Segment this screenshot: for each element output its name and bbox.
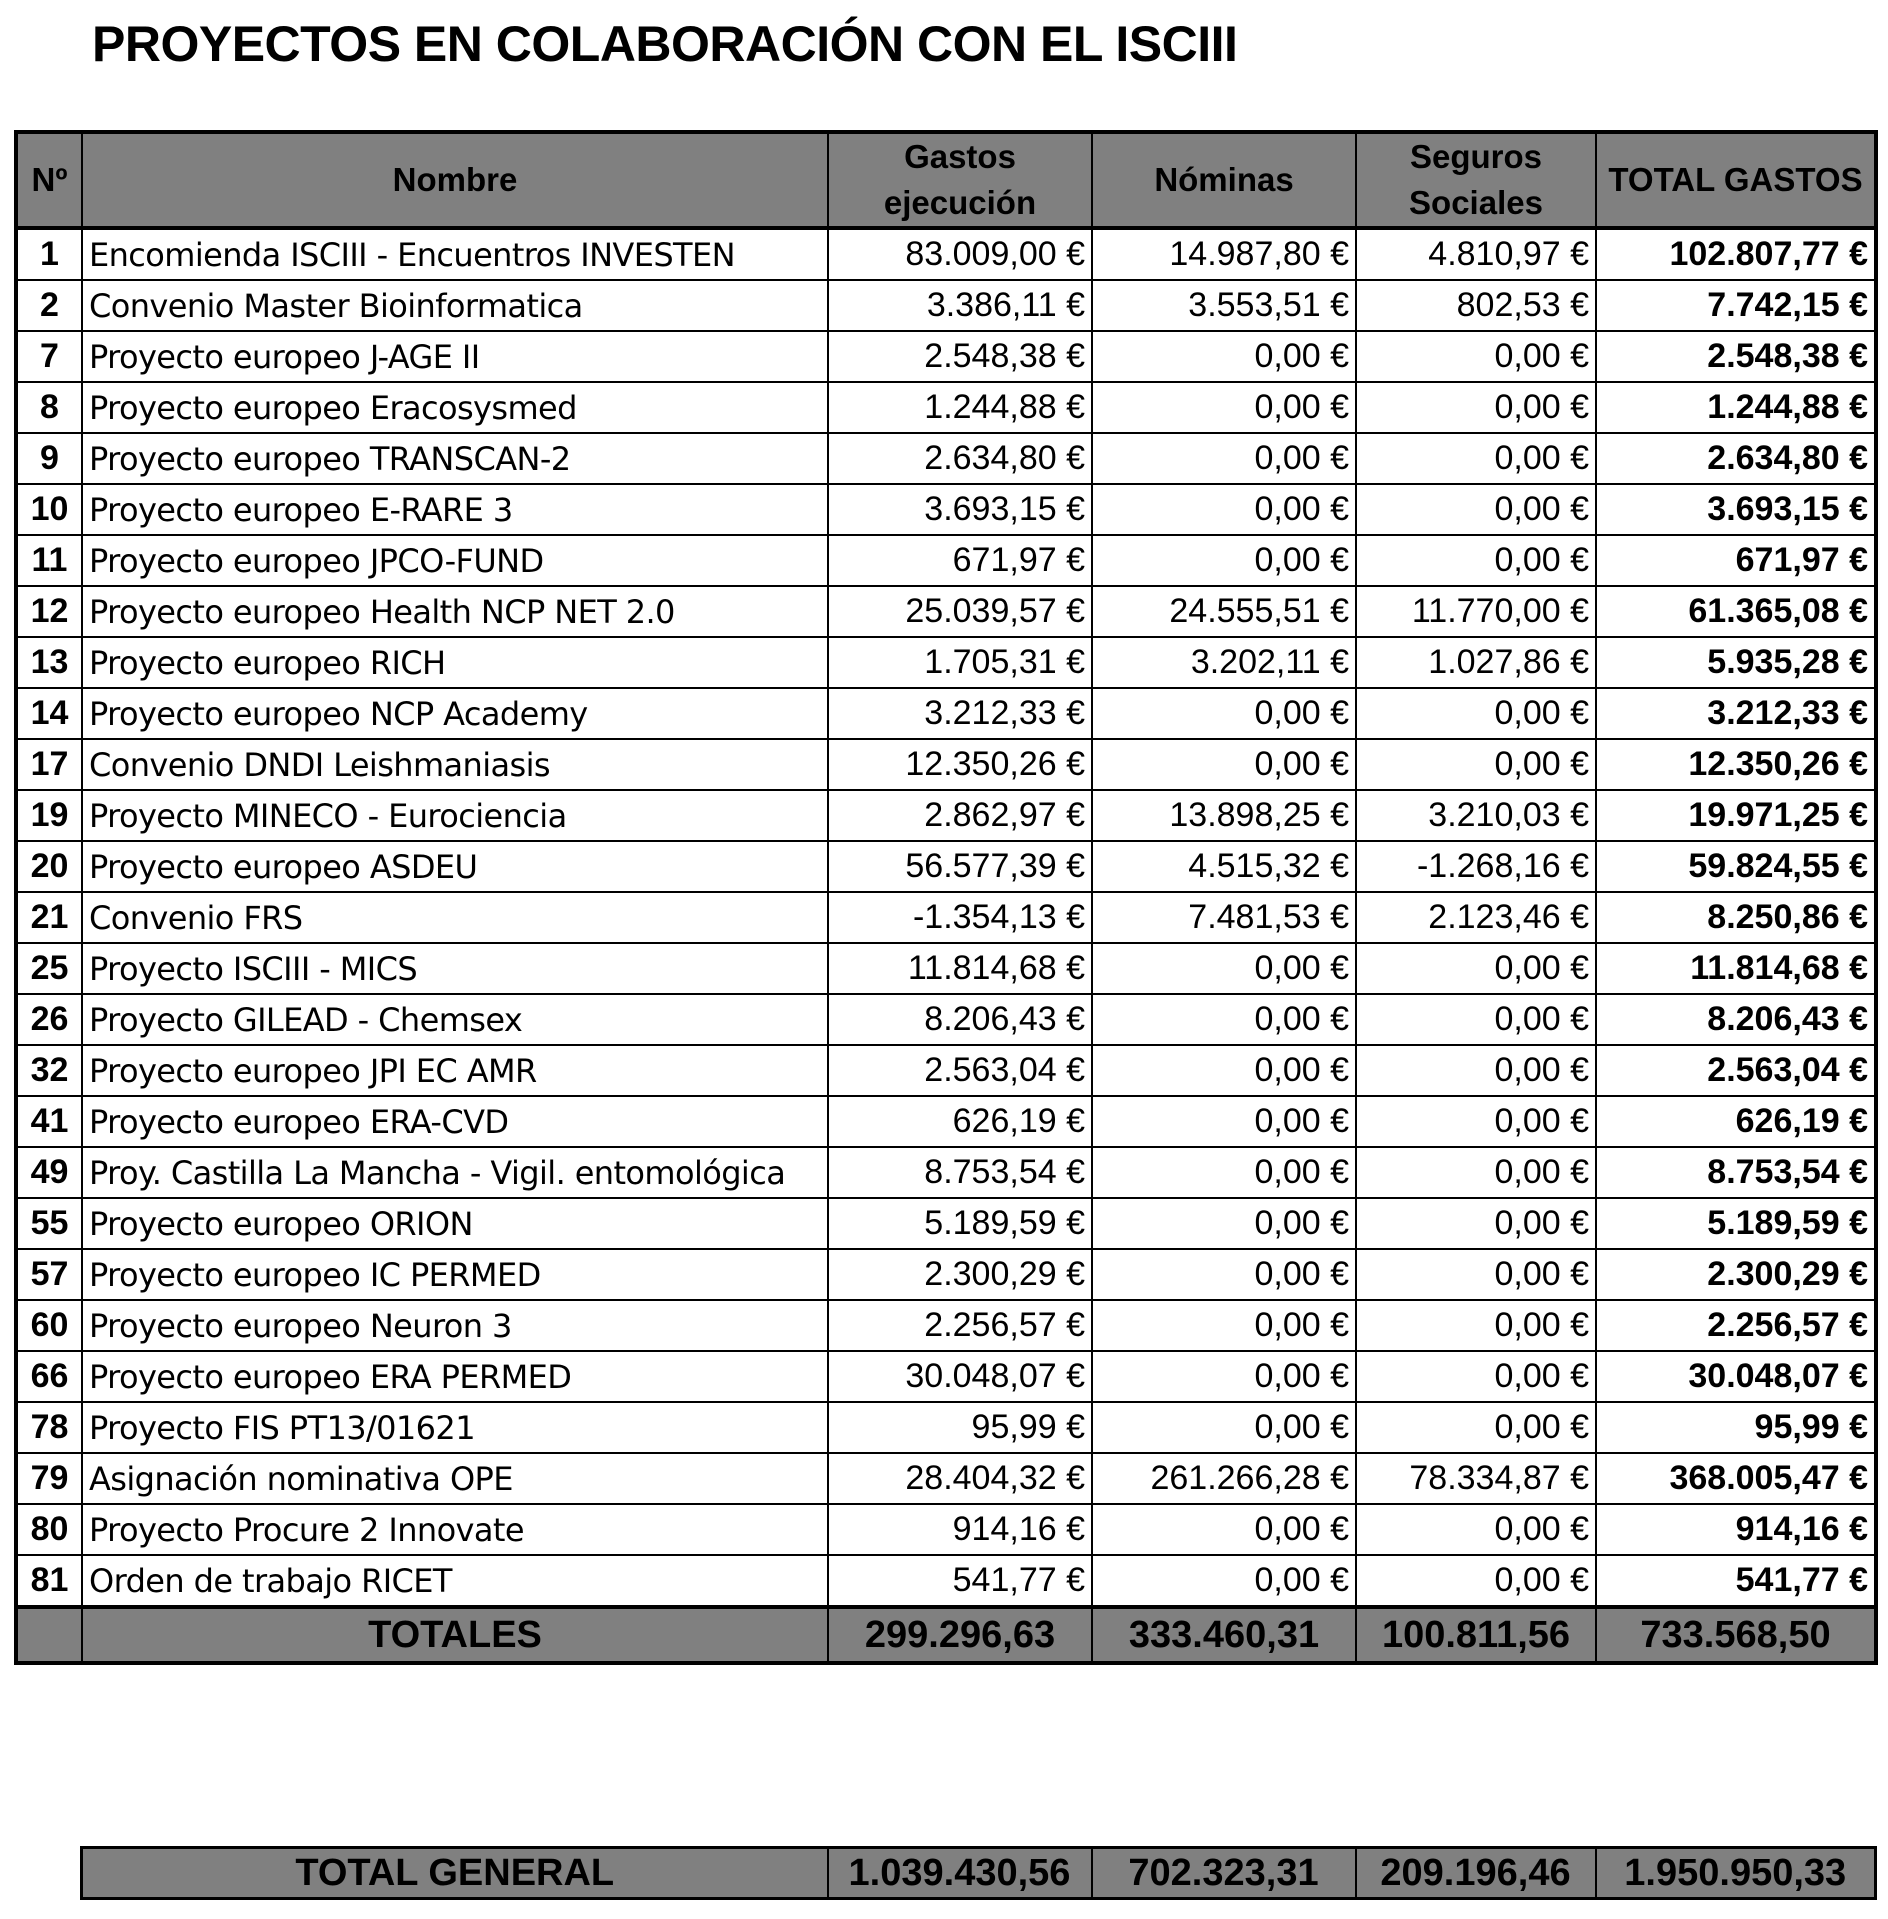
- row-name: Proyecto europeo ERA-CVD: [82, 1096, 828, 1147]
- row-total: 2.634,80 €: [1596, 433, 1876, 484]
- row-name: Proyecto europeo Neuron 3: [82, 1300, 828, 1351]
- row-seguros: 802,53 €: [1356, 280, 1596, 331]
- table-row: [16, 1504, 1876, 1555]
- row-gastos: -1.354,13 €: [828, 892, 1092, 943]
- row-gastos: 626,19 €: [828, 1096, 1092, 1147]
- row-seguros: 0,00 €: [1356, 1555, 1596, 1607]
- header-nominas: Nóminas: [1092, 132, 1356, 228]
- row-total: 8.206,43 €: [1596, 994, 1876, 1045]
- row-num: 1: [16, 228, 82, 280]
- row-num: 78: [16, 1402, 82, 1453]
- row-total: 3.693,15 €: [1596, 484, 1876, 535]
- row-total: 914,16 €: [1596, 1504, 1876, 1555]
- page-title: PROYECTOS EN COLABORACIÓN CON EL ISCIII: [92, 16, 1238, 72]
- header-num: Nº: [16, 132, 82, 228]
- row-gastos: 1.705,31 €: [828, 637, 1092, 688]
- row-num: 25: [16, 943, 82, 994]
- row-seguros: -1.268,16 €: [1356, 841, 1596, 892]
- table-row: [16, 637, 1876, 688]
- row-name: Proyecto europeo Eracosysmed: [82, 382, 828, 433]
- header-gastos: Gastos ejecución: [828, 132, 1092, 228]
- row-nominas: 3.553,51 €: [1092, 280, 1356, 331]
- row-gastos: 671,97 €: [828, 535, 1092, 586]
- row-num: 66: [16, 1351, 82, 1402]
- row-seguros: 0,00 €: [1356, 1504, 1596, 1555]
- table-row: [16, 688, 1876, 739]
- row-total: 30.048,07 €: [1596, 1351, 1876, 1402]
- row-name: Proyecto MINECO - Eurociencia: [82, 790, 828, 841]
- row-num: 11: [16, 535, 82, 586]
- row-seguros: 0,00 €: [1356, 1351, 1596, 1402]
- total-general-nominas: 702.323,31: [1092, 1848, 1356, 1899]
- table-row: [16, 943, 1876, 994]
- row-nominas: 0,00 €: [1092, 1402, 1356, 1453]
- row-seguros: 0,00 €: [1356, 382, 1596, 433]
- row-gastos: 3.693,15 €: [828, 484, 1092, 535]
- row-name: Proyecto FIS PT13/01621: [82, 1402, 828, 1453]
- row-gastos: 2.548,38 €: [828, 331, 1092, 382]
- row-total: 8.250,86 €: [1596, 892, 1876, 943]
- row-seguros: 0,00 €: [1356, 331, 1596, 382]
- total-general-table: [80, 1846, 1877, 1900]
- row-total: 3.212,33 €: [1596, 688, 1876, 739]
- row-seguros: 0,00 €: [1356, 535, 1596, 586]
- row-num: 57: [16, 1249, 82, 1300]
- table-row: [16, 1198, 1876, 1249]
- row-nominas: 7.481,53 €: [1092, 892, 1356, 943]
- table-row: [16, 1351, 1876, 1402]
- row-name: Proyecto europeo E-RARE 3: [82, 484, 828, 535]
- total-general-seguros: 209.196,46: [1356, 1848, 1596, 1899]
- row-seguros: 1.027,86 €: [1356, 637, 1596, 688]
- row-total: 102.807,77 €: [1596, 228, 1876, 280]
- row-seguros: 3.210,03 €: [1356, 790, 1596, 841]
- row-name: Proyecto europeo ERA PERMED: [82, 1351, 828, 1402]
- row-gastos: 3.212,33 €: [828, 688, 1092, 739]
- totals-seguros: 100.811,56: [1356, 1607, 1596, 1663]
- row-name: Encomienda ISCIII - Encuentros INVESTEN: [82, 228, 828, 280]
- row-nominas: 0,00 €: [1092, 739, 1356, 790]
- row-name: Proyecto europeo NCP Academy: [82, 688, 828, 739]
- projects-table: [14, 130, 1878, 1665]
- header-name: Nombre: [82, 132, 828, 228]
- row-seguros: 4.810,97 €: [1356, 228, 1596, 280]
- row-total: 19.971,25 €: [1596, 790, 1876, 841]
- table-row: [16, 1300, 1876, 1351]
- table-row: [16, 994, 1876, 1045]
- row-num: 32: [16, 1045, 82, 1096]
- header-row: [16, 132, 1876, 228]
- totals-empty-cell: [16, 1607, 82, 1663]
- row-gastos: 3.386,11 €: [828, 280, 1092, 331]
- row-nominas: 0,00 €: [1092, 1504, 1356, 1555]
- totals-label: TOTALES: [82, 1607, 828, 1663]
- total-general-total: 1.950.950,33: [1596, 1848, 1876, 1899]
- table-row: [16, 1555, 1876, 1607]
- row-nominas: 0,00 €: [1092, 1555, 1356, 1607]
- row-num: 49: [16, 1147, 82, 1198]
- row-gastos: 25.039,57 €: [828, 586, 1092, 637]
- row-gastos: 541,77 €: [828, 1555, 1092, 1607]
- row-total: 5.189,59 €: [1596, 1198, 1876, 1249]
- row-nominas: 261.266,28 €: [1092, 1453, 1356, 1504]
- row-total: 95,99 €: [1596, 1402, 1876, 1453]
- row-total: 8.753,54 €: [1596, 1147, 1876, 1198]
- row-total: 59.824,55 €: [1596, 841, 1876, 892]
- row-seguros: 0,00 €: [1356, 1402, 1596, 1453]
- row-num: 21: [16, 892, 82, 943]
- row-gastos: 95,99 €: [828, 1402, 1092, 1453]
- total-general-label: TOTAL GENERAL: [82, 1848, 828, 1899]
- totals-gastos: 299.296,63: [828, 1607, 1092, 1663]
- row-gastos: 2.300,29 €: [828, 1249, 1092, 1300]
- row-nominas: 0,00 €: [1092, 1147, 1356, 1198]
- table-row: [16, 892, 1876, 943]
- row-name: Convenio FRS: [82, 892, 828, 943]
- row-num: 8: [16, 382, 82, 433]
- row-name: Proyecto europeo ORION: [82, 1198, 828, 1249]
- table-row: [16, 382, 1876, 433]
- row-name: Proyecto europeo JPCO-FUND: [82, 535, 828, 586]
- totals-row: [16, 1607, 1876, 1663]
- row-name: Convenio Master Bioinformatica: [82, 280, 828, 331]
- row-total: 2.256,57 €: [1596, 1300, 1876, 1351]
- row-num: 80: [16, 1504, 82, 1555]
- header-total: TOTAL GASTOS: [1596, 132, 1876, 228]
- table-row: [16, 331, 1876, 382]
- row-seguros: 0,00 €: [1356, 688, 1596, 739]
- row-gastos: 2.256,57 €: [828, 1300, 1092, 1351]
- row-num: 7: [16, 331, 82, 382]
- row-seguros: 0,00 €: [1356, 1198, 1596, 1249]
- row-seguros: 0,00 €: [1356, 433, 1596, 484]
- row-seguros: 0,00 €: [1356, 484, 1596, 535]
- row-total: 671,97 €: [1596, 535, 1876, 586]
- row-nominas: 0,00 €: [1092, 688, 1356, 739]
- row-total: 5.935,28 €: [1596, 637, 1876, 688]
- row-num: 19: [16, 790, 82, 841]
- row-nominas: 0,00 €: [1092, 433, 1356, 484]
- row-nominas: 0,00 €: [1092, 382, 1356, 433]
- table-row: [16, 739, 1876, 790]
- row-gastos: 1.244,88 €: [828, 382, 1092, 433]
- row-num: 13: [16, 637, 82, 688]
- row-nominas: 0,00 €: [1092, 1351, 1356, 1402]
- row-gastos: 56.577,39 €: [828, 841, 1092, 892]
- row-num: 41: [16, 1096, 82, 1147]
- row-num: 12: [16, 586, 82, 637]
- table-row: [16, 280, 1876, 331]
- projects-table-body: [16, 228, 1876, 1607]
- row-total: 12.350,26 €: [1596, 739, 1876, 790]
- row-total: 541,77 €: [1596, 1555, 1876, 1607]
- row-seguros: 0,00 €: [1356, 1096, 1596, 1147]
- row-nominas: 0,00 €: [1092, 331, 1356, 382]
- row-total: 11.814,68 €: [1596, 943, 1876, 994]
- row-num: 17: [16, 739, 82, 790]
- table-row: [16, 484, 1876, 535]
- totals-total: 733.568,50: [1596, 1607, 1876, 1663]
- total-general-row: [82, 1848, 1876, 1899]
- row-gastos: 11.814,68 €: [828, 943, 1092, 994]
- row-seguros: 0,00 €: [1356, 739, 1596, 790]
- row-seguros: 0,00 €: [1356, 994, 1596, 1045]
- totals-nominas: 333.460,31: [1092, 1607, 1356, 1663]
- row-total: 2.548,38 €: [1596, 331, 1876, 382]
- row-name: Proyecto europeo J-AGE II: [82, 331, 828, 382]
- table-row: [16, 1096, 1876, 1147]
- table-row: [16, 228, 1876, 280]
- row-name: Proy. Castilla La Mancha - Vigil. entomológica: [82, 1147, 828, 1198]
- table-row: [16, 586, 1876, 637]
- table-row: [16, 1402, 1876, 1453]
- row-total: 2.563,04 €: [1596, 1045, 1876, 1096]
- table-row: [16, 1453, 1876, 1504]
- total-general-gastos: 1.039.430,56: [828, 1848, 1092, 1899]
- row-seguros: 0,00 €: [1356, 1300, 1596, 1351]
- row-gastos: 2.862,97 €: [828, 790, 1092, 841]
- row-total: 61.365,08 €: [1596, 586, 1876, 637]
- row-total: 626,19 €: [1596, 1096, 1876, 1147]
- row-seguros: 0,00 €: [1356, 1045, 1596, 1096]
- row-num: 2: [16, 280, 82, 331]
- row-gastos: 914,16 €: [828, 1504, 1092, 1555]
- row-total: 7.742,15 €: [1596, 280, 1876, 331]
- row-seguros: 0,00 €: [1356, 1249, 1596, 1300]
- row-name: Proyecto Procure 2 Innovate: [82, 1504, 828, 1555]
- row-num: 10: [16, 484, 82, 535]
- row-nominas: 13.898,25 €: [1092, 790, 1356, 841]
- table-row: [16, 433, 1876, 484]
- row-num: 9: [16, 433, 82, 484]
- row-nominas: 4.515,32 €: [1092, 841, 1356, 892]
- row-name: Orden de trabajo RICET: [82, 1555, 828, 1607]
- row-nominas: 0,00 €: [1092, 1249, 1356, 1300]
- row-gastos: 2.634,80 €: [828, 433, 1092, 484]
- row-num: 60: [16, 1300, 82, 1351]
- row-name: Proyecto GILEAD - Chemsex: [82, 994, 828, 1045]
- row-gastos: 28.404,32 €: [828, 1453, 1092, 1504]
- row-gastos: 30.048,07 €: [828, 1351, 1092, 1402]
- row-seguros: 2.123,46 €: [1356, 892, 1596, 943]
- row-num: 79: [16, 1453, 82, 1504]
- row-gastos: 8.206,43 €: [828, 994, 1092, 1045]
- row-num: 14: [16, 688, 82, 739]
- row-gastos: 2.563,04 €: [828, 1045, 1092, 1096]
- row-num: 20: [16, 841, 82, 892]
- row-nominas: 0,00 €: [1092, 943, 1356, 994]
- row-gastos: 83.009,00 €: [828, 228, 1092, 280]
- row-name: Asignación nominativa OPE: [82, 1453, 828, 1504]
- row-gastos: 12.350,26 €: [828, 739, 1092, 790]
- row-name: Proyecto europeo Health NCP NET 2.0: [82, 586, 828, 637]
- table-row: [16, 1249, 1876, 1300]
- row-gastos: 5.189,59 €: [828, 1198, 1092, 1249]
- table-row: [16, 841, 1876, 892]
- row-name: Proyecto europeo TRANSCAN-2: [82, 433, 828, 484]
- row-name: Proyecto europeo IC PERMED: [82, 1249, 828, 1300]
- row-name: Convenio DNDI Leishmaniasis: [82, 739, 828, 790]
- row-total: 2.300,29 €: [1596, 1249, 1876, 1300]
- row-nominas: 0,00 €: [1092, 1198, 1356, 1249]
- row-seguros: 0,00 €: [1356, 1147, 1596, 1198]
- row-name: Proyecto ISCIII - MICS: [82, 943, 828, 994]
- row-nominas: 3.202,11 €: [1092, 637, 1356, 688]
- row-nominas: 14.987,80 €: [1092, 228, 1356, 280]
- row-seguros: 78.334,87 €: [1356, 1453, 1596, 1504]
- row-gastos: 8.753,54 €: [828, 1147, 1092, 1198]
- row-total: 1.244,88 €: [1596, 382, 1876, 433]
- row-seguros: 11.770,00 €: [1356, 586, 1596, 637]
- row-nominas: 0,00 €: [1092, 1045, 1356, 1096]
- row-nominas: 0,00 €: [1092, 484, 1356, 535]
- table-row: [16, 535, 1876, 586]
- table-row: [16, 1147, 1876, 1198]
- row-total: 368.005,47 €: [1596, 1453, 1876, 1504]
- row-nominas: 0,00 €: [1092, 1300, 1356, 1351]
- row-nominas: 0,00 €: [1092, 535, 1356, 586]
- table-row: [16, 790, 1876, 841]
- row-num: 55: [16, 1198, 82, 1249]
- row-nominas: 24.555,51 €: [1092, 586, 1356, 637]
- row-nominas: 0,00 €: [1092, 994, 1356, 1045]
- row-num: 81: [16, 1555, 82, 1607]
- row-name: Proyecto europeo JPI EC AMR: [82, 1045, 828, 1096]
- row-num: 26: [16, 994, 82, 1045]
- row-name: Proyecto europeo ASDEU: [82, 841, 828, 892]
- table-row: [16, 1045, 1876, 1096]
- row-seguros: 0,00 €: [1356, 943, 1596, 994]
- row-nominas: 0,00 €: [1092, 1096, 1356, 1147]
- row-name: Proyecto europeo RICH: [82, 637, 828, 688]
- header-seguros: Seguros Sociales: [1356, 132, 1596, 228]
